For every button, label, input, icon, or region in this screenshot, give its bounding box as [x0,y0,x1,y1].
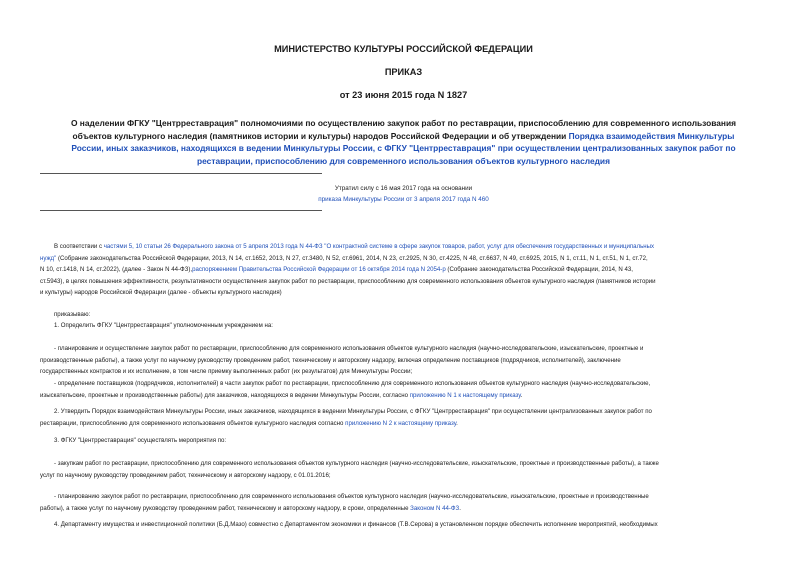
item-3-sub-a [40,458,767,481]
procedure-link-cont[interactable]: России, иных заказчиков, находящихся в ведении Минкультуры России, с ФГКУ "Центрреставрация" при осуществлении централизованных закупок работ по [71,143,736,153]
preamble-paragraph [40,241,767,299]
law-44fz-link[interactable]: частями 5, 10 статьи 26 Федерального закона от 5 апреля 2013 года N 44-ФЗ "О контрактной системе в сфере закупок товаров, работ, услуг для обеспечения государственных и муниципальных [103,243,655,250]
item-2 [40,406,767,429]
divider-top [40,173,322,174]
appendix-2-link[interactable]: приложению N 2 к настоящему приказу [345,419,457,427]
ministry-heading: МИНИСТЕРСТВО КУЛЬТУРЫ РОССИЙСКОЙ ФЕДЕРАЦИИ [274,44,533,54]
doc-type-heading: ПРИКАЗ [384,67,423,77]
text: работы), а также услуг по научному руководству проведением работ, техническому и авторскому надзору, в сроки, определенные [40,504,411,512]
title-line [40,130,767,143]
item-1: 1. Определить ФГКУ "Центрреставрация" уполномоченным учреждением на: [54,322,273,329]
item-1-sub-a [40,343,767,378]
title-line: О наделении ФГКУ "Центрреставрация" полномочиями по осуществлению закупок работ по реставрации, приспособлению для современного использования [70,118,737,128]
text: - определение поставщиков (подрядчиков, исполнителей) в части закупок работ по реставрации, приспособлению для современного использования объектов культурного наследия (научно-исследовательские, [54,380,651,387]
procedure-link-cont[interactable]: реставрации, приспособлению для современного использования объектов культурного наследия [197,155,610,166]
text: производственные работы), а также услуг по научному руководству проведением работ, техническому и авторскому надзору, включая определение поставщиков (подрядчиков, исполнителей), заключение [40,356,621,364]
law-44fz-link-cont[interactable]: нужд" [40,254,57,262]
text: - закупкам работ по реставрации, приспособлению для современного использования объектов культурного наследия (научно-исследовательские, изыскательские, проектные и производственные работы), а также [54,460,659,467]
text: (Собрание законодательства Российской Федерации, 2013, N 14, ст.1652, 2013, N 27, ст.3480, N 52, ст.6961, 2014, N 23, ст.2925, N 30, ст.4225, N 48, ст.6637, N 49, ст.6925, 2015, N 1, ст.11, N 1, ст.51, N 1, ст.72, [56,254,648,262]
text: реставрации, приспособлению для современного использования объектов культурного наследия согласно [40,419,346,427]
doc-date-number: от 23 июня 2015 года N 1827 [339,90,468,100]
text: и культуры) народов Российской Федерации (далее - объекты культурного наследия) [40,289,282,296]
text: . [459,504,461,512]
title-text: объектов культурного наследия (памятников истории и культуры) народов Российской Федерации и об утверждении [72,130,569,141]
text: . [456,419,458,427]
text: (Собрание законодательства Российской Федерации, 2014, N 43, [445,266,633,273]
text: - планированию закупок работ по реставрации, приспособлению для современного использования объектов культурного наследия (научно-исследовательские, изыскательские, проектные и производственные [54,493,649,500]
document-title [40,117,767,167]
procedure-link[interactable]: Порядка взаимодействия Минкультуры [568,130,735,141]
item-1-sub-b [40,378,767,401]
appendix-1-link[interactable]: приложению N 1 к настоящему приказу [409,391,521,399]
text: изыскательские, проектные и производственные работы) для заказчиков, находящихся в ведении Минкультуры России, согласно [40,391,410,399]
text: 2. Утвердить Порядок взаимодействия Минкультуры России, иных заказчиков, находящихся в ведении Минкультуры России, с ФГКУ "Центрреставрация" при осуществлении централизованных закупок работ по [54,408,652,415]
item-3-sub-b [40,491,767,514]
order-word: приказываю: [54,311,91,318]
government-order-link[interactable]: распоряжением Правительства Российской Федерации от 16 октября 2014 года N 2054-р [192,266,446,273]
law-44fz-ref-link[interactable]: Законом N 44-ФЗ [410,504,460,512]
item-3: 3. ФГКУ "Центрреставрация" осуществлять мероприятия по: [54,437,227,444]
divider-bottom [40,210,322,211]
text: В соответствии с [54,243,104,250]
text: - планирование и осуществление закупок работ по реставрации, приспособлению для современного использования объектов культурного наследия (научно-исследовательские, изыскательские, проектные и [54,345,644,352]
text: N 10, ст.1418, N 14, ст.2022), (далее - Закон N 44-ФЗ), [40,266,193,273]
repeal-order-link[interactable]: приказа Минкультуры России от 3 апреля 2017 года N 460 [318,196,489,203]
expired-text: Утратил силу с 16 мая 2017 года на основании [334,185,473,192]
text: . [520,391,523,399]
item-4: 4. Департаменту имущества и инвестиционной политики (Б.Д.Мазо) совместно с Департаментом экономики и финансов (Т.В.Серова) в установленном порядке обеспечить исполнение мероприятий, необходимых [54,521,658,528]
text: ст.5943), в целях повышения эффективности, результативности осуществления закупок работ по реставрации, приспособлению для современного использования объектов культурного наследия (памятников истории [40,277,656,285]
text: государственных контрактов и их исполнение, в том числе приемку выполненных работ (их результатов) для Минкультуры России; [40,368,413,375]
text: услуг по научному руководству проведением работ, техническому и авторскому надзору, с 01.01.2016; [40,471,331,479]
expired-note [0,183,807,205]
